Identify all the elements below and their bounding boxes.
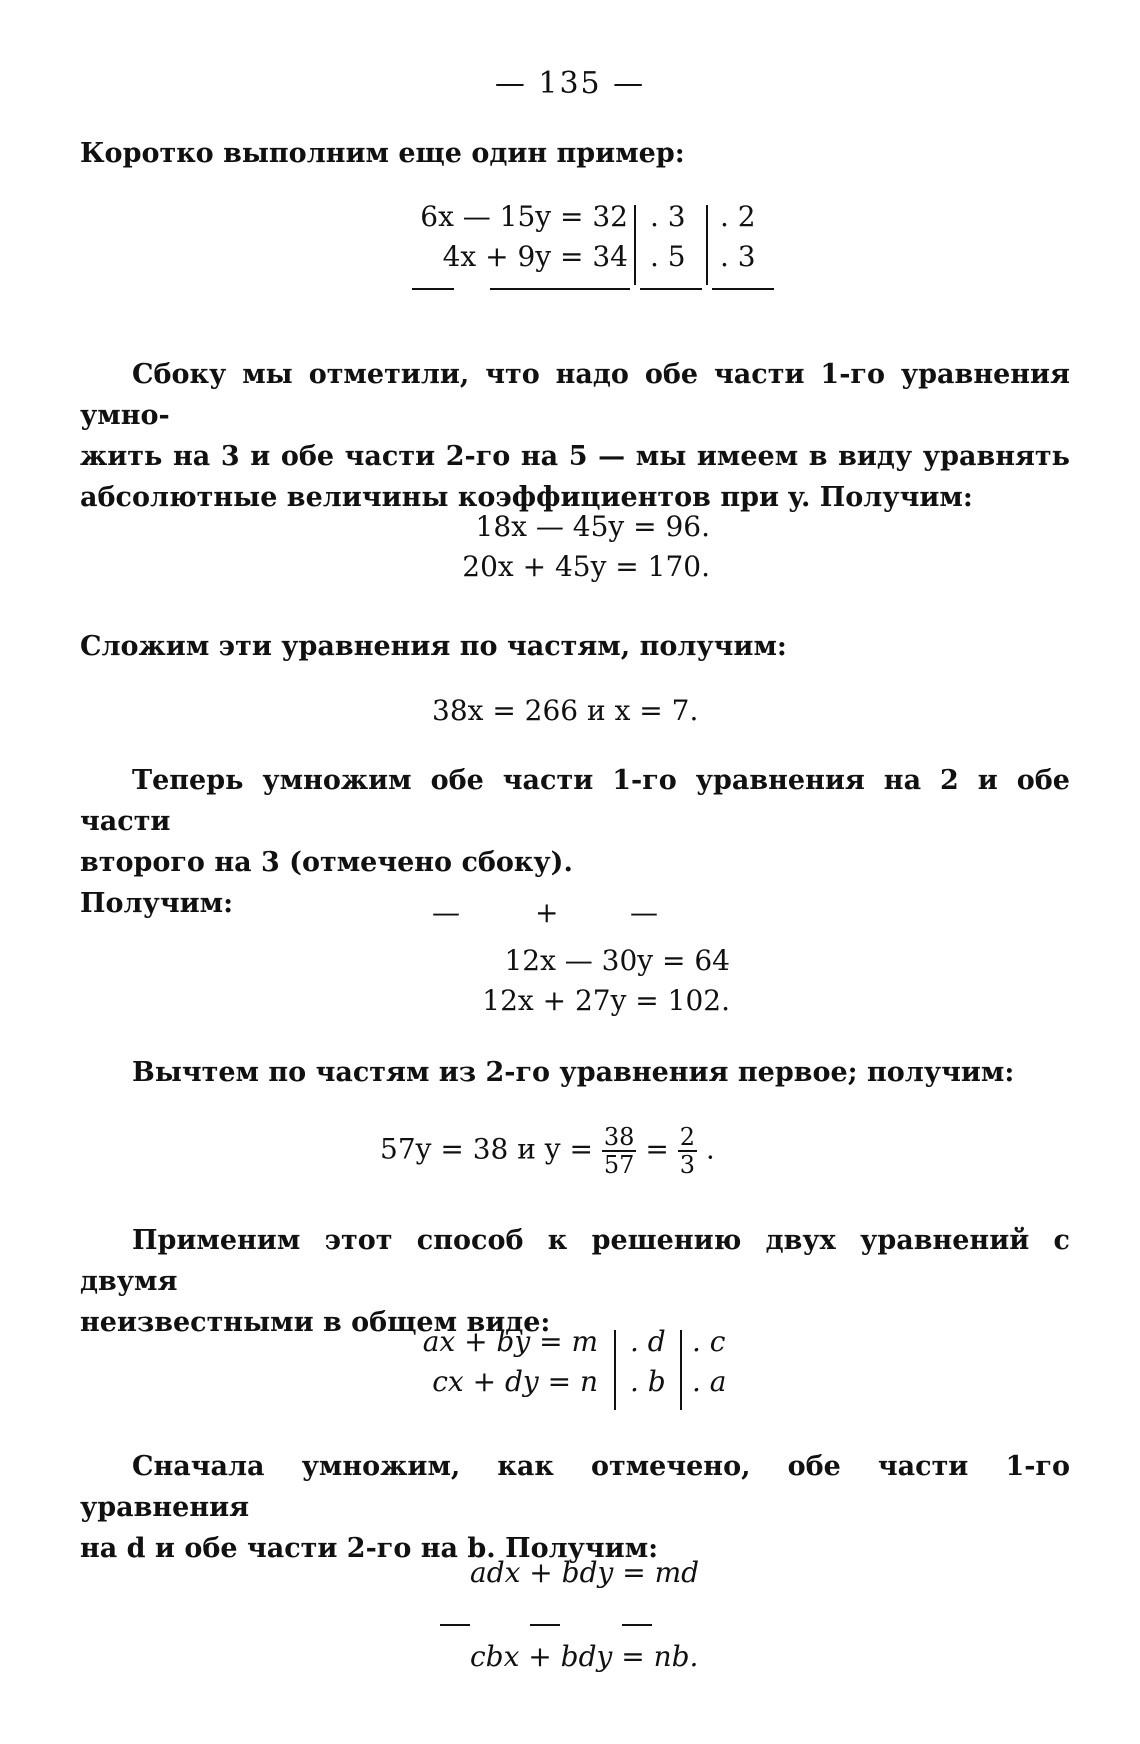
system1-underline-1 (412, 288, 454, 290)
system4-eq1: ax + by = m (422, 1325, 598, 1358)
result-x: 38x = 266 и x = 7. (432, 694, 699, 727)
minus-mark-1 (440, 1624, 470, 1626)
system1-mult1b: . 5 (650, 240, 686, 273)
system1-separator-1 (634, 205, 636, 285)
sign-plus: + (535, 896, 559, 929)
paragraph-intro: Коротко выполним еще один пример: (80, 138, 685, 169)
system4-mult2a: . c (692, 1325, 726, 1358)
system1-mult2b: . 3 (720, 240, 756, 273)
minus-mark-3 (622, 1624, 652, 1626)
sign-minus-1: — (432, 896, 460, 929)
system2-eq1: 18x — 45y = 96. (475, 510, 710, 543)
system4-separator-2 (680, 1330, 682, 1410)
system1-eq2: 4x + 9y = 34 (442, 240, 628, 273)
system4-mult2b: . a (692, 1365, 727, 1398)
system1-underline-4 (712, 288, 774, 290)
system1-underline-3 (640, 288, 702, 290)
system1-mult2a: . 2 (720, 200, 756, 233)
result-y-equals: = (645, 1132, 669, 1166)
paragraph-multiply: Теперь умножим обе части 1-го уравнения на 2 и обе части второго на 3 (отмечено сбоку). Получим: (80, 765, 1070, 919)
minus-mark-2 (530, 1624, 560, 1626)
system4-mult1a: . d (630, 1325, 666, 1358)
system4-mult1b: . b (630, 1365, 666, 1398)
system5-eq1: adx + bdy = md (470, 1556, 700, 1589)
system4-separator-1 (614, 1330, 616, 1410)
system2-eq2: 20x + 45y = 170. (462, 550, 710, 583)
result-y-end: . (705, 1132, 715, 1166)
system1-eq1: 6x — 15y = 32 (420, 200, 628, 233)
fraction-2-3: $\frac{2}{3}$ (679, 1123, 695, 1179)
result-y-left: 57y = 38 и y = (380, 1132, 593, 1166)
system4-eq2: cx + dy = n (432, 1365, 598, 1398)
result-y (380, 1124, 715, 1178)
system1-separator-2 (706, 205, 708, 285)
system1-underline-2 (490, 288, 630, 290)
fraction-38-57: $\frac{38}{57}$ (603, 1123, 635, 1179)
paragraph-explanation-1: Сбоку мы отметили, что надо обе части 1-го уравнения умно- жить на 3 и обе части 2-го на 5 — мы имеем в виду уравнять абсолютные величины коэффициентов при y. Получим: (80, 359, 1070, 513)
paragraph-general-multiply: Сначала умножим, как отмечено, обе части 1-го уравнения на d и обе части 2-го на b. Получим: (80, 1451, 1070, 1564)
system3-eq1: 12x — 30y = 64 (504, 944, 730, 977)
sign-minus-2: — (630, 896, 658, 929)
system5-eq2: cbx + bdy = nb. (470, 1640, 699, 1673)
page-number: — 135 — (494, 66, 646, 101)
paragraph-add: Сложим эти уравнения по частям, получим: (80, 631, 787, 662)
system3-eq2: 12x + 27y = 102. (482, 984, 730, 1017)
system1-mult1a: . 3 (650, 200, 686, 233)
paragraph-general: Применим этот способ к решению двух уравнений с двумя неизвестными в общем виде: (80, 1225, 1070, 1338)
paragraph-subtract: Вычтем по частям из 2-го уравнения первое; получим: (132, 1057, 1015, 1088)
